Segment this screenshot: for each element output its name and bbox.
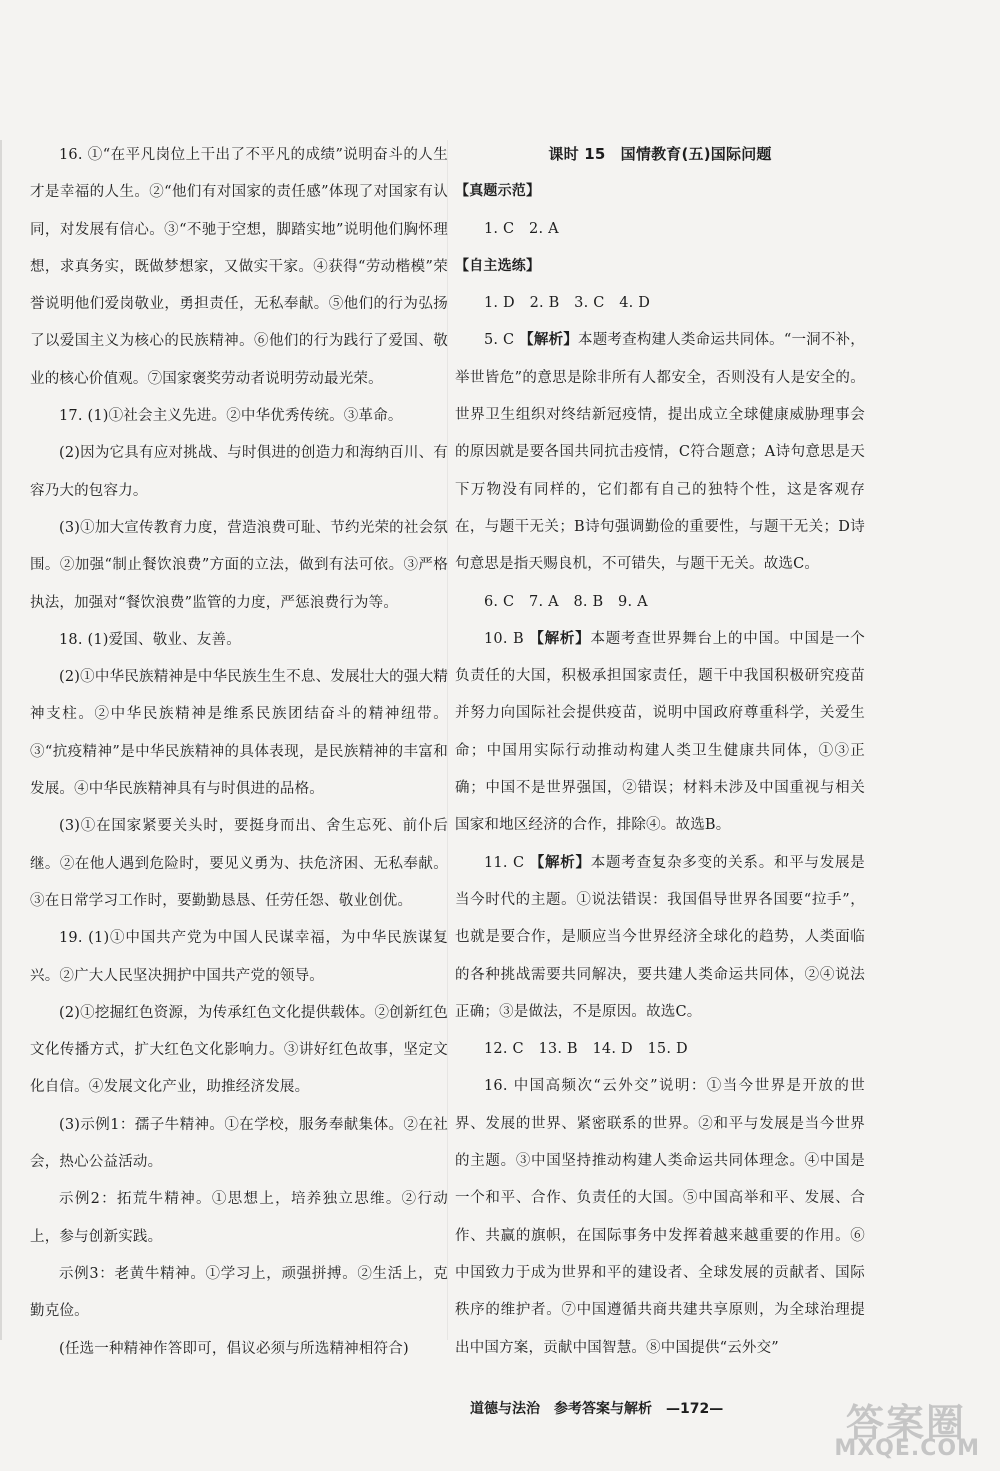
lesson-title: 课时 15 国情教育(五)国际问题 <box>548 145 772 163</box>
q11-number: 11. C <box>484 854 525 871</box>
answer-11 <box>455 845 865 1031</box>
answer-17-3: (3)①加大宣传教育力度，营造浪费可耻、节约光荣的社会氛围。②加强“制止餐饮浪费”方面的立法，做到有法可依。③严格执法，加强对“餐饮浪费”监管的力度，严惩浪费行为等。 <box>30 519 448 611</box>
q10-number: 10. B <box>484 630 524 647</box>
answer-17-1: 17. (1)①社会主义先进。②中华优秀传统。③革命。 <box>59 408 403 425</box>
q5-number: 5. C <box>484 332 515 349</box>
analysis-tag: 【解析】 <box>529 854 591 871</box>
answer-10 <box>455 621 865 845</box>
answers-exam: 1. C 2. A <box>484 220 559 237</box>
section-heading-exam: 【真题示范】 <box>455 183 541 200</box>
page-footer <box>470 1398 737 1418</box>
answers-1-4: 1. D 2. B 3. C 4. D <box>484 295 651 312</box>
footer-label: 参考答案与解析 <box>554 1401 652 1417</box>
site-watermark <box>786 1392 986 1467</box>
answers-12-15: 12. C 13. B 14. D 15. D <box>484 1041 688 1058</box>
answer-18-3: (3)①在国家紧要关头时，要挺身而出、舍生忘死、前仆后继。②在他人遇到危险时，要见义勇为、扶危济困、无私奉献。③在日常学习工作时，要勤勤恳恳、任劳任怨、敬业创优。 <box>30 818 448 909</box>
answer-18-1: 18. (1)爱国、敬业、友善。 <box>59 631 241 648</box>
answer-16-right: 16. 中国高频次“云外交”说明：①当今世界是开放的世界、发展的世界、紧密联系的世界。②和平与发展是当今世界的主题。③中国坚持推动构建人类命运共同体理念。④中国是一个和平、合作、负责任的大国。⑤中国高举和平、发展、合作、共赢的旗帜，在国际事务中发挥着越来越重要的作用。⑥中国致力于成为世界和平的建设者、全球发展的贡献者、国际秩序的维护者。⑦中国遵循共商共建共享原则，为全球治理提出中国方案，贡献中国智慧。⑧中国提供“云外交” <box>455 1078 865 1356</box>
watermark-url: MXQE.COM <box>834 1436 980 1461</box>
q11-analysis: 本题考查复杂多变的关系。和平与发展是当今时代的主题。①说法错误：我国倡导世界各国要“拉手”，也就是要合作，是顺应当今世界经济全球化的趋势，人类面临的各种挑战需要共同解决，要共建人类命运共同体，②④说法正确；③是做法，不是原因。故选C。 <box>455 854 865 1020</box>
left-edge-line <box>0 140 2 1340</box>
answer-note: (任选一种精神作答即可，倡议必须与所选精神相符合) <box>59 1340 409 1357</box>
example-2: 示例2：拓荒牛精神。①思想上，培养独立思维。②行动上，参与创新实践。 <box>30 1191 448 1245</box>
page-number: —172— <box>666 1401 724 1417</box>
answer-16: 16. ①“在平凡岗位上干出了不平凡的成绩”说明奋斗的人生才是幸福的人生。②“他们有对国家的责任感”体现了对国家有认同，对发展有信心。③“不驰于空想，脚踏实地”说明他们胸怀理想，求真务实，既做梦想家，又做实干家。④获得“劳动楷模”荣誉说明他们爱岗敬业，勇担责任，无私奉献。⑤他们的行为弘扬了以爱国主义为核心的民族精神。⑥他们的行为践行了爱国、敬业的核心价值观。⑦国家褒奖劳动者说明劳动最光荣。 <box>30 147 448 387</box>
analysis-tag: 【解析】 <box>529 630 591 647</box>
right-column <box>455 0 865 1367</box>
footer-subject: 道德与法治 <box>470 1401 540 1417</box>
left-column <box>30 0 448 1368</box>
analysis-tag: 【解析】 <box>519 332 578 349</box>
section-heading-practice: 【自主选练】 <box>455 257 541 274</box>
answer-18-2: (2)①中华民族精神是中华民族生生不息、发展壮大的强大精神支柱。②中华民族精神是维系民族团结奋斗的精神纽带。③“抗疫精神”是中华民族精神的具体表现，是民族精神的丰富和发展。④中华民族精神具有与时俱进的品格。 <box>30 669 448 798</box>
example-3: 示例3：老黄牛精神。①学习上，顽强拼搏。②生活上，克勤克俭。 <box>30 1265 448 1320</box>
answers-6-9: 6. C 7. A 8. B 9. A <box>484 593 648 610</box>
q5-analysis: 本题考查构建人类命运共同体。“一洞不补，举世皆危”的意思是除非所有人都安全，否则没有人是安全的。世界卫生组织对终结新冠疫情，提出成立全球健康威胁理事会的原因就是要各国共同抗击疫情，C符合题意；A诗句意思是天下万物没有同样的，它们都有自己的独特个性，这是客观存在，与题干无关；B诗句强调勤俭的重要性，与题干无关；D诗句意思是指天赐良机，不可错失，与题干无关。故选C。 <box>455 332 865 573</box>
answer-5 <box>455 322 865 583</box>
watermark-logo-text: 答案圈 <box>845 1401 966 1445</box>
answer-19-3: (3)示例1：孺子牛精神。①在学校，服务奉献集体。②在社会，热心公益活动。 <box>30 1116 448 1171</box>
q10-analysis: 本题考查世界舞台上的中国。中国是一个负责任的大国，积极承担国家责任，题干中我国积极研究疫苗并努力向国际社会提供疫苗，说明中国政府尊重科学，关爱生命；中国用实际行动推动构建人类卫生健康共同体，①③正确；中国不是世界强国，②错误；材料未涉及中国重视与相关国家和地区经济的合作，排除④。故选B。 <box>455 630 865 834</box>
answer-17-2: (2)因为它具有应对挑战、与时俱进的创造力和海纳百川、有容乃大的包容力。 <box>30 445 448 499</box>
answer-19-1: 19. (1)①中国共产党为中国人民谋幸福，为中华民族谋复兴。②广大人民坚决拥护中国共产党的领导。 <box>30 930 448 984</box>
answer-19-2: (2)①挖掘红色资源，为传承红色文化提供载体。②创新红色文化传播方式，扩大红色文化影响力。③讲好红色故事，坚定文化自信。④发展文化产业，助推经济发展。 <box>30 1004 448 1096</box>
